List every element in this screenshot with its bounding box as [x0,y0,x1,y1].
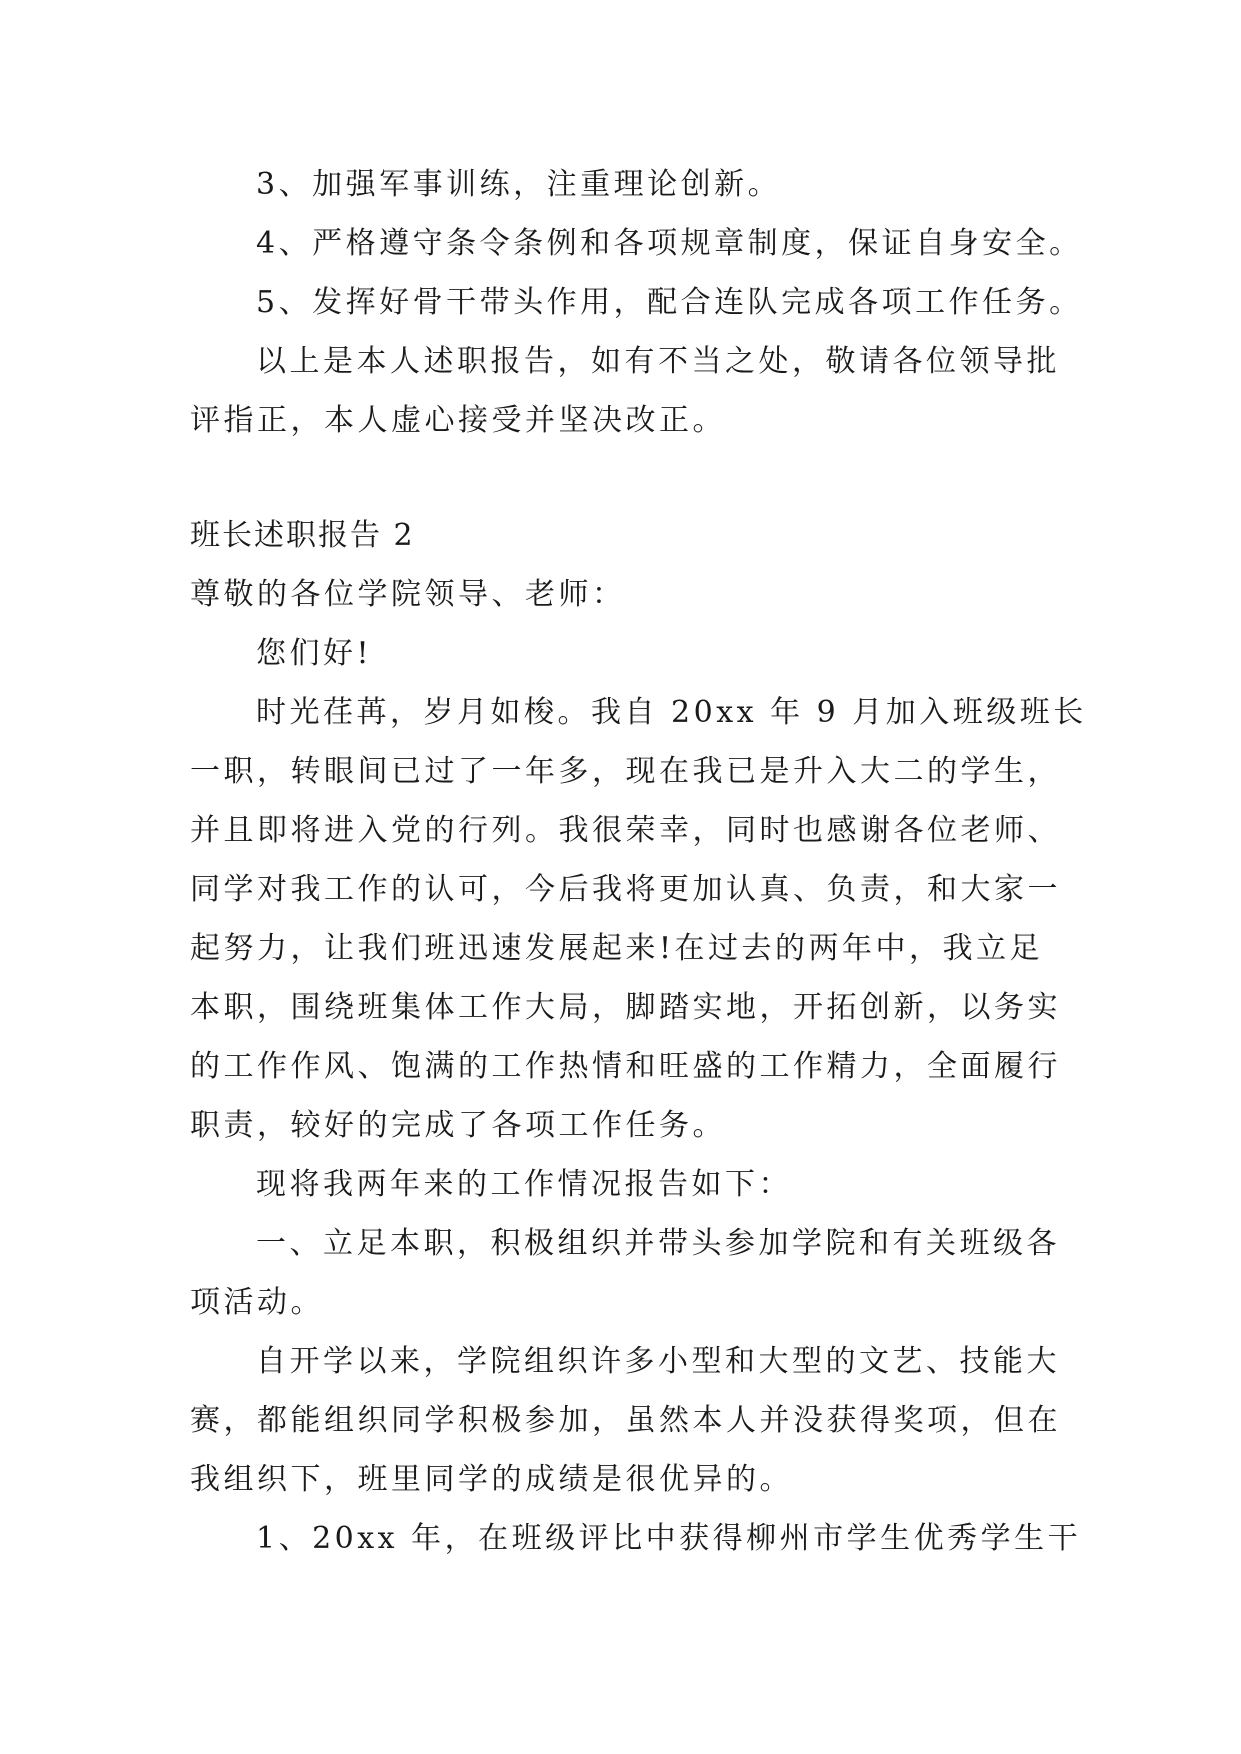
list-item-3: 3、加强军事训练，注重理论创新。 [256,167,782,202]
activities-paragraph-line-3: 我组织下，班里同学的成绩是很优异的。 [190,1462,793,1497]
intro-paragraph-line-2: 一职，转眼间已过了一年多，现在我已是升入大二的学生， [190,754,1061,789]
activities-paragraph-line-1: 自开学以来，学院组织许多小型和大型的文艺、技能大 [256,1344,1060,1379]
section-title: 班长述职报告 2 [190,518,415,553]
heading-one-line-2: 项活动。 [190,1285,324,1320]
section-spacer [190,450,1090,506]
intro-paragraph-line-4: 同学对我工作的认可，今后我将更加认真、负责，和大家一 [190,872,1061,907]
intro-paragraph-line-7: 的工作作风、饱满的工作热情和旺盛的工作精力，全面履行 [190,1049,1061,1084]
list-item-5: 5、发挥好骨干带头作用，配合连队完成各项工作任务。 [256,285,1083,320]
activities-paragraph-line-2: 赛，都能组织同学积极参加，虽然本人并没获得奖项，但在 [190,1403,1061,1438]
intro-paragraph-line-3: 并且即将进入党的行列。我很荣幸，同时也感谢各位老师、 [190,813,1061,848]
closing-paragraph-line-2: 评指正，本人虚心接受并坚决改正。 [190,403,726,438]
salutation: 尊敬的各位学院领导、老师： [190,577,626,612]
list-item-4: 4、严格遵守条令条例和各项规章制度，保证自身安全。 [256,226,1083,261]
intro-paragraph-line-6: 本职，围绕班集体工作大局，脚踏实地，开拓创新，以务实 [190,990,1061,1025]
intro-paragraph-line-5: 起努力，让我们班迅速发展起来!在过去的两年中，我立足 [190,931,1044,966]
report-lead-in: 现将我两年来的工作情况报告如下： [256,1167,792,1202]
achievement-item-1: 1、20xx 年，在班级评比中获得柳州市学生优秀学生干 [256,1521,1082,1556]
document-body [190,155,1090,1568]
closing-paragraph-line-1: 以上是本人述职报告，如有不当之处，敬请各位领导批 [256,344,1060,379]
heading-one-line-1: 一、立足本职，积极组织并带头参加学院和有关班级各 [256,1226,1060,1261]
intro-paragraph-line-1: 时光荏苒，岁月如梭。我自 20xx 年 9 月加入班级班长 [256,695,1087,730]
greeting: 您们好! [256,636,373,671]
intro-paragraph-line-8: 职责，较好的完成了各项工作任务。 [190,1108,726,1143]
